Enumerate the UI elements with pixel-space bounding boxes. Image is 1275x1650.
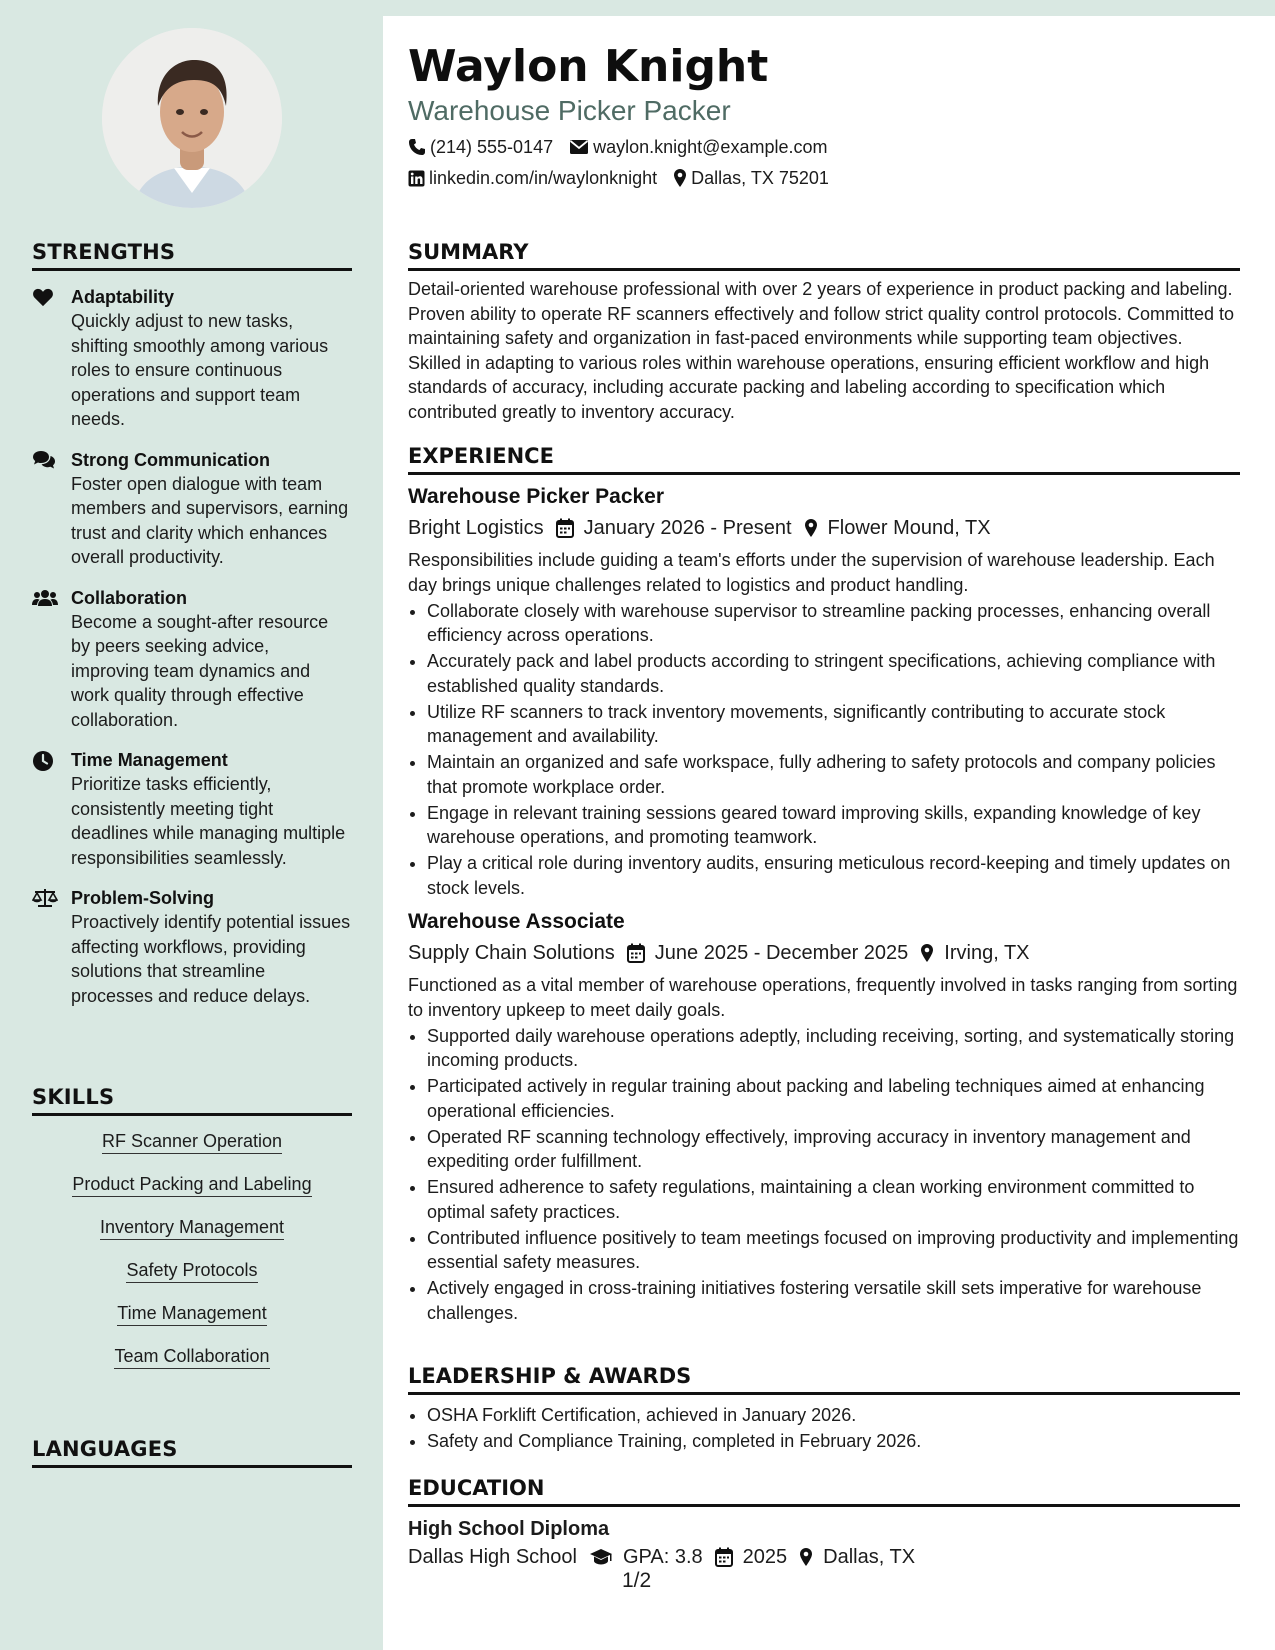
job-meta [408, 939, 1240, 967]
strength-desc: Proactively identify potential issues affecting workflows, providing solutions that streamline processes and reduce delays. [71, 912, 351, 1006]
contact-row [408, 166, 1240, 190]
job-company: Bright Logistics [408, 517, 544, 539]
education-location: Dallas, TX [823, 1546, 916, 1568]
skill-item [32, 1216, 352, 1240]
skill-list [32, 1130, 352, 1369]
map-pin-icon [920, 943, 934, 963]
job-title: Warehouse Associate [408, 910, 625, 933]
strengths-title: STRENGTHS [32, 240, 352, 271]
skill-label: Time Management [117, 1302, 266, 1326]
summary-section [408, 240, 1240, 424]
envelope-icon [569, 139, 589, 155]
job-description: Functioned as a vital member of warehouse operations, frequently involved in tasks ranging from sorting to inventory upkeep to meet daily goals. [408, 975, 1238, 1020]
scale-icon [32, 888, 56, 908]
skills-title: SKILLS [32, 1085, 352, 1116]
linkedin-icon [408, 170, 425, 187]
skill-label: RF Scanner Operation [102, 1130, 282, 1154]
skill-item [32, 1259, 352, 1283]
leadership-title: LEADERSHIP & AWARDS [408, 1364, 1240, 1395]
strength-title: Time Management [71, 750, 228, 770]
job-bullet: • Contributed influence positively to team meetings focused on improving productivity and implementing essential safety measures. [427, 1226, 1240, 1275]
job-description: Responsibilities include guiding a team's efforts under the supervision of warehouse leadership. Each day brings unique challenges related to logistics and product handling. [408, 550, 1215, 595]
job-bullets [408, 599, 1240, 901]
strength-desc: Become a sought-after resource by peers seeking advice, improving team dynamics and work quality through effective collaboration. [71, 611, 329, 730]
job-bullet: • Ensured adherence to safety regulations, maintaining a clean working environment committed to optimal safety practices. [427, 1175, 1240, 1224]
strength-desc: Quickly adjust to new tasks, shifting smoothly among various roles to ensure continuous operations and support team needs. [71, 311, 329, 429]
job-bullet: • Participated actively in regular training about packing and labeling techniques aimed at enhancing operational efficiencies. [427, 1074, 1240, 1123]
skill-label: Safety Protocols [126, 1259, 257, 1283]
strength-desc: Prioritize tasks efficiently, consistently meeting tight deadlines while managing multiple responsibilities seamlessly. [71, 774, 346, 868]
skill-item [32, 1130, 352, 1154]
job-bullet: • Collaborate closely with warehouse supervisor to streamline packing processes, enhancing overall efficiency across operations. [427, 599, 1240, 648]
leadership-list [408, 1403, 1240, 1454]
contact-email[interactable] [569, 135, 827, 159]
job-dates: June 2025 - December 2025 [654, 942, 909, 964]
job-bullet: • Engage in relevant training sessions geared toward improving skills, expanding knowledge of key warehouse operations, and promoting teamwork. [427, 801, 1240, 850]
strengths-section [32, 240, 352, 1008]
phone-text: (214) 555-0147 [430, 137, 554, 157]
experience-title: EXPERIENCE [408, 444, 1240, 475]
summary-text: Detail-oriented warehouse professional with over 2 years of experience in product packing and labeling. Proven ability to operate RF scanners effectively and follow strict quality control protocols. Committed to maintaining safety and organization in fast-paced environments while supporting team objectives. Skilled in adapting to various roles within warehouse operations, ensuring efficient workflow and high standards of accuracy, including accurate packing and labeling according to specification which contributed greatly to inventory accuracy. [408, 279, 1235, 422]
experience-section [408, 444, 1240, 1325]
location-text: Dallas, TX 75201 [691, 168, 829, 188]
job-meta [408, 514, 1240, 542]
calendar-icon [627, 943, 645, 963]
email-text: waylon.knight@example.com [593, 137, 828, 157]
languages-title: LANGUAGES [32, 1437, 352, 1468]
calendar-icon [556, 518, 574, 538]
education-title: EDUCATION [408, 1476, 1240, 1507]
avatar-portrait-icon [102, 28, 282, 208]
job-bullet: • Actively engaged in cross-training initiatives fostering versatile skill sets imperative for warehouse challenges. [427, 1276, 1240, 1325]
strength-desc: Foster open dialogue with team members and supervisors, earning trust and clarity which enhances overall productivity. [71, 473, 349, 567]
strength-title: Adaptability [71, 287, 175, 307]
candidate-role: Warehouse Picker Packer [408, 95, 731, 126]
map-pin-icon [799, 1547, 813, 1567]
skill-label: Team Collaboration [114, 1345, 269, 1369]
candidate-name: Waylon Knight [408, 41, 769, 92]
job-company: Supply Chain Solutions [408, 942, 615, 964]
languages-section [32, 1437, 352, 1468]
skill-item [32, 1173, 352, 1197]
contact-row [408, 135, 1240, 159]
strength-item [32, 586, 352, 733]
job-location: Irving, TX [944, 942, 1030, 964]
phone-icon [408, 138, 426, 156]
strength-item [32, 886, 352, 1008]
page-number: 1/2 [622, 1569, 652, 1592]
education-section [408, 1476, 1240, 1571]
education-degree: High School Diploma [408, 1518, 610, 1540]
summary-title: SUMMARY [408, 240, 1240, 271]
skill-label: Inventory Management [100, 1216, 284, 1240]
strength-title: Strong Communication [71, 449, 270, 470]
resume-header [408, 40, 1240, 190]
job-bullet: • Play a critical role during inventory audits, ensuring meticulous record-keeping and timely updates on stock levels. [427, 851, 1240, 900]
strength-item [32, 448, 352, 570]
job-bullet: • Operated RF scanning technology effectively, improving accuracy in inventory management and expediting order fulfillment. [427, 1125, 1240, 1174]
comments-icon [32, 450, 56, 470]
linkedin-text: linkedin.com/in/waylonknight [429, 168, 658, 188]
strength-item [32, 748, 352, 870]
skills-section [32, 1085, 352, 1369]
leadership-section [408, 1364, 1240, 1454]
job-title: Warehouse Picker Packer [408, 485, 665, 508]
job-bullet: • Accurately pack and label products according to stringent specifications, achieving compliance with established quality standards. [427, 649, 1240, 698]
contact-linkedin[interactable] [408, 166, 657, 190]
strength-title: Collaboration [71, 587, 187, 608]
users-icon [32, 588, 56, 608]
map-pin-icon [804, 518, 818, 538]
strength-title: Problem-Solving [71, 888, 215, 908]
leadership-item: • Safety and Compliance Training, completed in February 2026. [427, 1429, 1240, 1454]
leadership-item: • OSHA Forklift Certification, achieved in January 2026. [427, 1403, 1240, 1428]
job-location: Flower Mound, TX [827, 517, 991, 539]
clock-icon [32, 750, 56, 770]
education-meta [408, 1543, 1240, 1571]
skill-item [32, 1345, 352, 1369]
job-entry [408, 483, 1240, 900]
job-dates: January 2026 - Present [583, 517, 792, 539]
contact-location [673, 166, 829, 190]
job-bullets [408, 1024, 1240, 1326]
job-bullet: • Maintain an organized and safe workspace, fully adhering to safety protocols and company policies that promote workplace order. [427, 750, 1240, 799]
map-pin-icon [673, 168, 687, 188]
skill-label: Product Packing and Labeling [72, 1173, 311, 1197]
heart-icon [32, 287, 56, 307]
education-gpa: GPA: 3.8 [622, 1546, 703, 1568]
education-school: Dallas High School [408, 1546, 577, 1568]
job-bullet: • Supported daily warehouse operations adeptly, including receiving, sorting, and systematically storing incoming products. [427, 1024, 1240, 1073]
profile-photo [102, 28, 282, 208]
job-entry [408, 908, 1240, 1325]
contact-phone[interactable] [408, 135, 553, 159]
education-year: 2025 [742, 1546, 788, 1568]
strength-item [32, 285, 352, 432]
sidebar [0, 0, 383, 1650]
job-bullet: • Utilize RF scanners to track inventory movements, significantly contributing to accurate stock management and availability. [427, 700, 1240, 749]
graduation-cap-icon [589, 1548, 613, 1566]
skill-item [32, 1302, 352, 1326]
calendar-icon [715, 1547, 733, 1567]
